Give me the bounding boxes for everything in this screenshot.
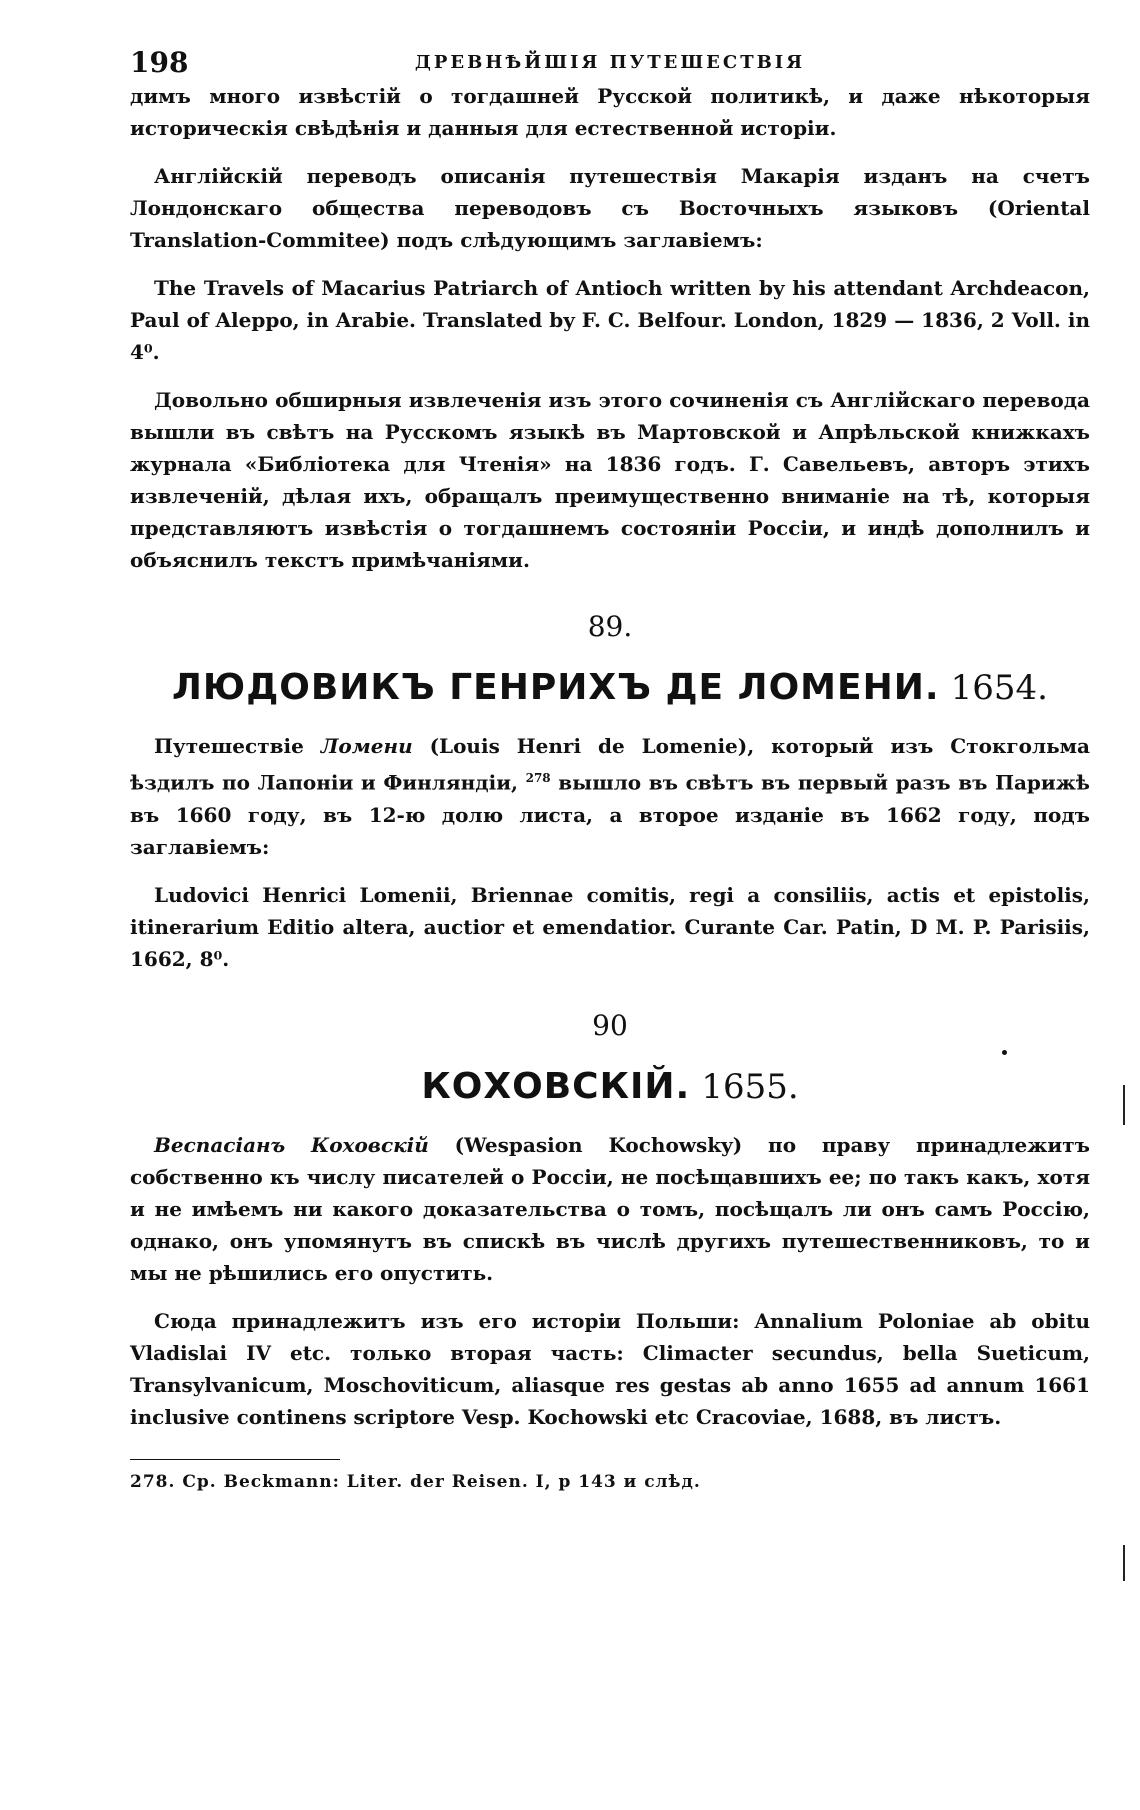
- footnote-reference: 278: [525, 771, 551, 785]
- paragraph-lomeni-latin-title: Ludovici Henrici Lomenii, Briennae comitis, regi a consiliis, actis et epistolis, itinerarium Editio altera, auctior et emendatior. Curante Car. Patin, D M. P. Parisiis, 1662, 8⁰.: [130, 882, 1090, 971]
- entry-name-lomeni: ЛЮДОВИКЪ ГЕНРИХЪ ДЕ ЛОМЕНИ.: [172, 667, 940, 708]
- entry-number-90: 90: [592, 1008, 628, 1042]
- entry-year-1654: 1654.: [950, 668, 1048, 708]
- text-run: Путешествіе: [154, 734, 321, 758]
- book-page: [130, 40, 1090, 1492]
- stray-ink-dot: [1002, 1050, 1007, 1055]
- entry-number-89: 89.: [587, 610, 633, 643]
- paragraph-lomeni-journey: [130, 730, 1090, 863]
- page-edge-mark: [1123, 1085, 1125, 1125]
- entry-year-1655: 1655.: [701, 1066, 799, 1107]
- italic-author-name: Веспасіанъ Коховскій: [154, 1132, 429, 1157]
- text-run: (Wespasion Kochowsky) по праву принадлежитъ собственно къ числу писателей о Россіи, не посѣщавшихъ ее; по такъ какъ, хотя и не имѣемъ ни какого доказательства о томъ, посѣщалъ ли онъ самъ Россію, однако, онъ упомянутъ въ спискѣ въ числѣ другихъ путешественниковъ, то и мы не рѣшились его опустить.: [130, 1132, 1090, 1285]
- paragraph-english-title: The Travels of Macarius Patriarch of Antioch written by his attendant Archdeacon, Paul of Aleppo, in Arabie. Translated by F. C. Belfour. London, 1829 — 1836, 2 Voll. in 4⁰.: [130, 276, 1090, 364]
- page-number: 198: [130, 46, 189, 79]
- text-run: (Louis Henri de Lomenie), который изъ Стокгольма ѣздилъ по Лапоніи и Финляндіи,: [130, 734, 1091, 795]
- page-edge-mark: [1123, 1545, 1125, 1581]
- text-run: вышло въ свѣтъ въ первый разъ въ Парижѣ въ 1660 году, въ 12-ю долю листа, а второе изданіе въ 1662 году, подъ заглавіемъ:: [130, 770, 1090, 859]
- italic-author-name: Ломени: [320, 734, 413, 758]
- paragraph-english-translation: Англійскій переводъ описанія путешествія Макарія изданъ на счетъ Лондонскаго общества переводовъ съ Восточныхъ языковъ (Oriental Translation-Commitee) подъ слѣдующимъ заглавіемъ:: [130, 164, 1090, 252]
- entry-title-89: [130, 667, 1090, 708]
- running-title: ДРЕВНѢЙШІЯ ПУТЕШЕСТВІЯ: [414, 52, 806, 73]
- paragraph-russian-extracts: Довольно обширныя извлеченія изъ этого сочиненія съ Англійскаго перевода вышли въ свѣтъ на Русскомъ языкѣ въ Мартовской и Апрѣльской книжкахъ журнала «Библіотека для Чтенія» на 1836 годъ. Г. Савельевъ, авторъ этихъ извлеченій, дѣлая ихъ, обращалъ преимущественно вниманіе на тѣ, которыя представляютъ извѣстія о тогдашнемъ состояніи Россіи, и индѣ дополнилъ и объяснилъ текстъ примѣчаніями.: [130, 388, 1090, 572]
- footnote-278: 278. Ср. Beckmann: Liter. der Reisen. I, p 143 и слѣд.: [130, 1471, 701, 1492]
- paragraph-continuation: димъ много извѣстій о тогдашней Русской политикѣ, и даже нѣкоторыя историческія свѣдѣнія и данныя для естественной исторіи.: [130, 84, 1090, 140]
- paragraph-kochowski-history: Сюда принадлежитъ изъ его исторіи Польши: Annalium Poloniae ab obitu Vladislai IV etc. только вторая часть: Climacter secundus, bella Sueticum, Transylvanicum, Moschoviticum, aliasque res gestas ab anno 1655 ad annum 1661 inclusive continens scriptore Vesp. Kochowski etc Cracoviae, 1688, въ листъ.: [130, 1308, 1090, 1429]
- entry-name-kochowski: КОХОВСКІЙ.: [421, 1065, 691, 1107]
- footnote-divider: [130, 1459, 340, 1460]
- paragraph-kochowski-intro: [130, 1129, 1090, 1289]
- entry-title-90: [130, 1066, 1090, 1107]
- running-head: [130, 40, 1090, 80]
